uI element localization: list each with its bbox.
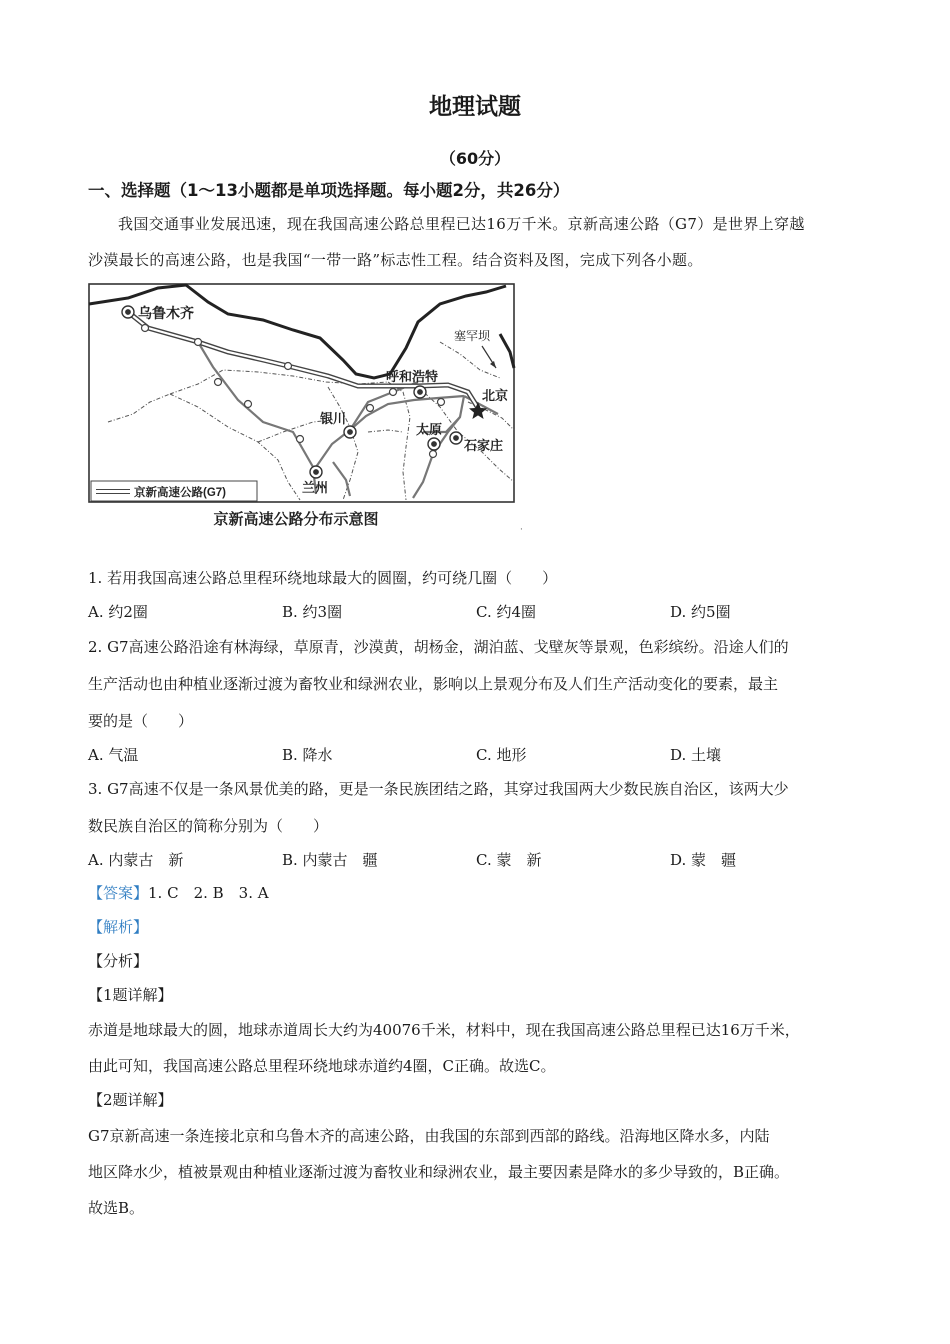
analysis-tag: 【解析】 <box>88 918 149 936</box>
map-label-taiyuan: 太原 <box>416 422 443 437</box>
q1-option-d: D. 约5圈 <box>670 603 731 621</box>
detail-2-heading: 【2题详解】 <box>88 1091 173 1109</box>
map-label-lanzhou: 兰州 <box>302 480 329 495</box>
question-3-line-2: 数民族自治区的简称分别为（ ） <box>88 817 329 835</box>
q1-option-a: A. 约2圈 <box>88 603 148 621</box>
answer-tag: 【答案】 <box>88 884 149 902</box>
q2-option-a: A. 气温 <box>88 746 139 764</box>
detail-2-line-3: 故选B。 <box>88 1199 145 1217</box>
page-title: 地理试题 <box>429 94 521 120</box>
q3-option-a: A. 内蒙古 新 <box>88 851 184 869</box>
map-label-shijiazhuang: 石家庄 <box>464 438 504 453</box>
map-label-saihanba: 塞罕坝 <box>454 329 491 343</box>
q1-option-c: C. 约4圈 <box>476 603 537 621</box>
highway-map <box>88 282 518 534</box>
detail-1-line-2: 由此可知，我国高速公路总里程环绕地球赤道约4圈，C正确。故选C。 <box>88 1057 556 1075</box>
map-legend: 京新高速公路(G7) <box>134 487 226 499</box>
intro-line-1: 我国交通事业发展迅速，现在我国高速公路总里程已达16万千米。京新高速公路（G7）是世界上穿越 <box>118 215 805 233</box>
intro-line-2: 沙漠最长的高速公路，也是我国“一带一路”标志性工程。结合资料及图，完成下列各小题。 <box>88 251 703 269</box>
q2-option-c: C. 地形 <box>476 746 527 764</box>
question-1-stem: 1. 若用我国高速公路总里程环绕地球最大的圆圈，约可绕几圈（ ） <box>88 569 558 587</box>
map-label-yinchuan: 银川 <box>320 411 347 426</box>
q1-option-b: B. 约3圈 <box>282 603 343 621</box>
question-2-line-2: 生产活动也由种植业逐渐过渡为畜牧业和绿洲农业，影响以上景观分布及人们生产活动变化的要素，最主 <box>88 675 779 693</box>
detail-1-line-1: 赤道是地球最大的圆，地球赤道周长大约为40076千米，材料中，现在我国高速公路总里程已达16万千米， <box>88 1021 800 1039</box>
map-caption: 京新高速公路分布示意图 <box>213 511 379 528</box>
question-2-line-1: 2. G7高速公路沿途有林海绿，草原青，沙漠黄，胡杨金，湖泊蓝、戈壁灰等景观，色彩缤纷。沿途人们的 <box>88 638 789 656</box>
detail-1-heading: 【1题详解】 <box>88 986 173 1004</box>
q3-option-b: B. 内蒙古 疆 <box>282 851 378 869</box>
map-label-urumqi: 乌鲁木齐 <box>138 305 194 321</box>
map-label-beijing: 北京 <box>482 388 509 403</box>
detail-2-line-2: 地区降水少，植被景观由种植业逐渐过渡为畜牧业和绿洲农业，最主要因素是降水的多少导致的，B正确。 <box>88 1163 790 1181</box>
answer-text: 1. C 2. B 3. A <box>148 884 269 902</box>
total-score: （60分） <box>439 149 511 168</box>
q2-option-d: D. 土壤 <box>670 746 722 764</box>
map-label-hohhot: 呼和浩特 <box>386 369 439 384</box>
q3-option-c: C. 蒙 新 <box>476 851 542 869</box>
q2-option-b: B. 降水 <box>282 746 333 764</box>
q3-option-d: D. 蒙 疆 <box>670 851 737 869</box>
detail-2-line-1: G7京新高速一条连接北京和乌鲁木齐的高速公路，由我国的东部到西部的路线。沿海地区降水多，内陆 <box>88 1127 770 1145</box>
analysis-subheading: 【分析】 <box>88 952 149 970</box>
question-2-line-3: 要的是（ ） <box>88 712 194 730</box>
question-3-line-1: 3. G7高速不仅是一条风景优美的路，更是一条民族团结之路，其穿过我国两大少数民族自治区，该两大少 <box>88 780 789 798</box>
layout-mark: · <box>520 525 523 535</box>
section-heading: 一、选择题（1～13小题都是单项选择题。每小题2分，共26分） <box>88 181 570 200</box>
answer-line <box>88 882 269 903</box>
